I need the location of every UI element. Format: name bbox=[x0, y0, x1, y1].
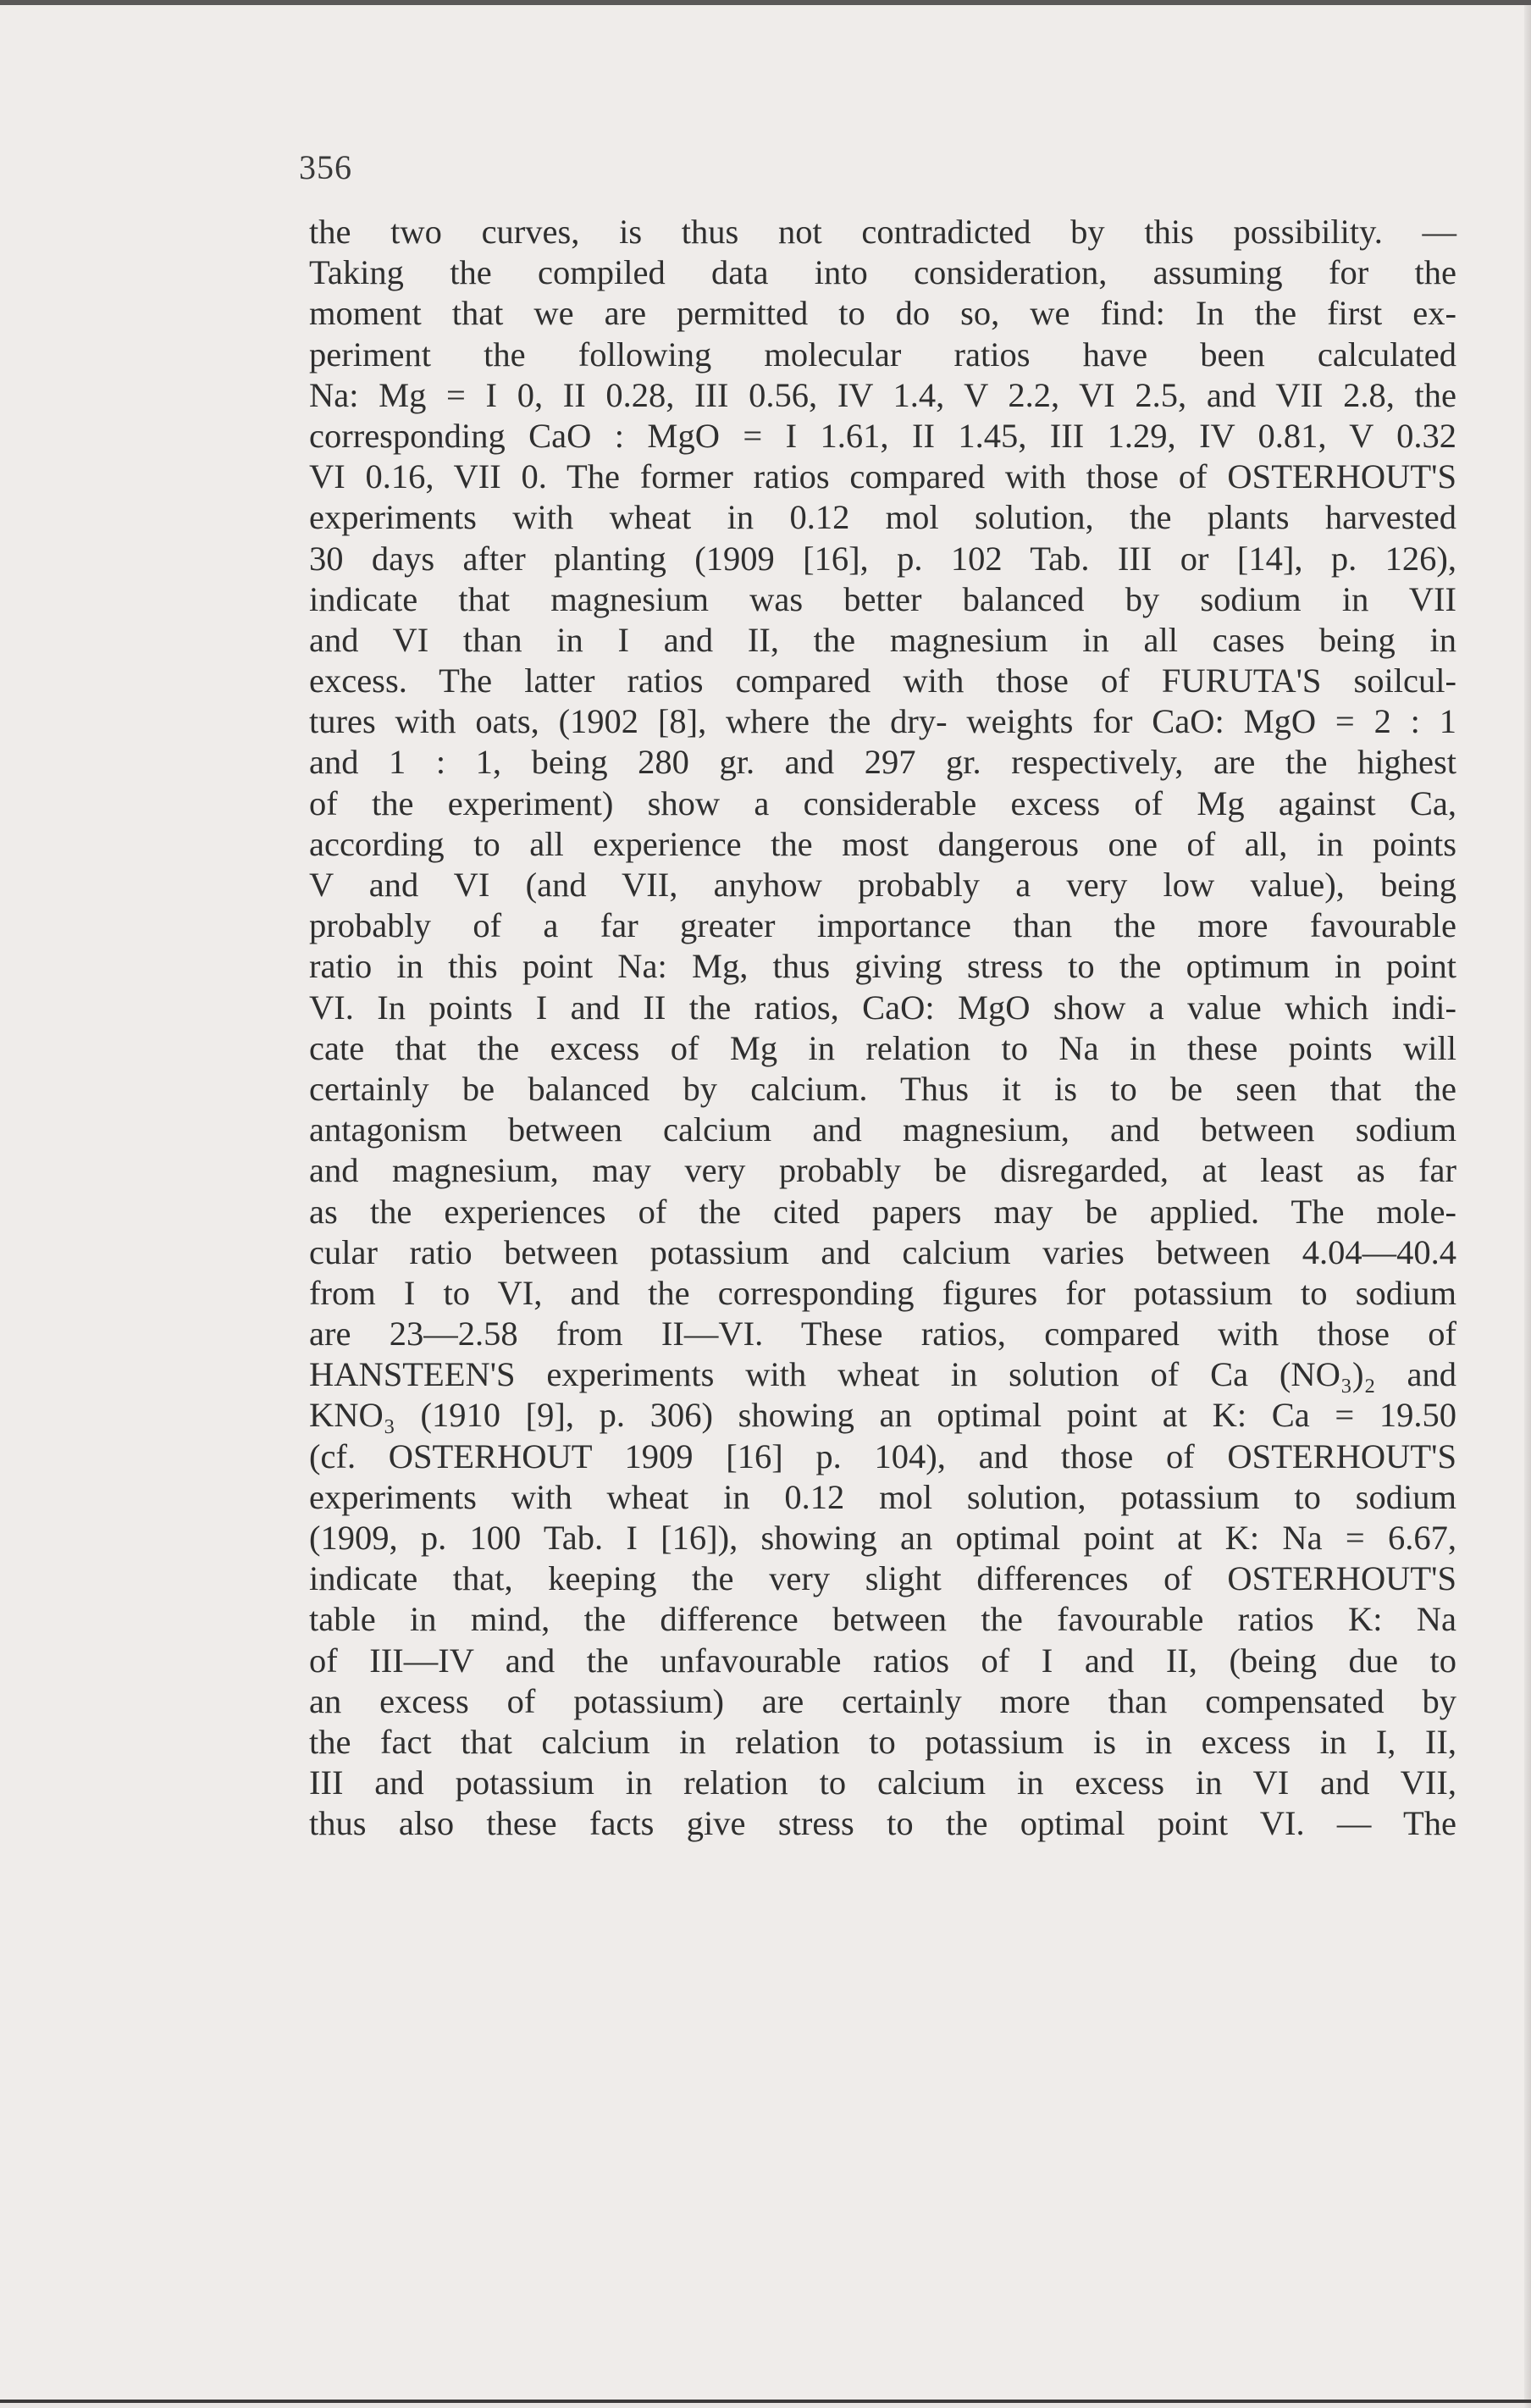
text-line: indicate that magnesium was better balanced by sodium in VII bbox=[309, 579, 1456, 618]
text-line: Taking the compiled data into consideration, assuming for the bbox=[309, 253, 1456, 292]
text-line: cular ratio between potassium and calcium varies between 4.04—40.4 bbox=[309, 1232, 1456, 1271]
text-line: certainly be balanced by calcium. Thus it is to be seen that the bbox=[309, 1069, 1456, 1108]
text-line: (1909, p. 100 Tab. I [16]), showing an optimal point at K: Na = 6.67, bbox=[309, 1519, 1456, 1557]
text-line: according to all experience the most dangerous one of all, in points bbox=[309, 824, 1456, 863]
text-line: periment the following molecular ratios have been calculated bbox=[309, 335, 1456, 374]
text-line: the two curves, is thus not contradicted by this possibility. — bbox=[309, 213, 1456, 251]
text-line: Na: Mg = I 0, II 0.28, III 0.56, IV 1.4, V 2.2, VI 2.5, and VII 2.8, the bbox=[309, 375, 1456, 414]
text-line: are 23—2.58 from II—VI. These ratios, compared with those of bbox=[309, 1315, 1456, 1353]
text-line: and VI than in I and II, the magnesium in all cases being in bbox=[309, 620, 1456, 659]
page-number: 356 bbox=[299, 148, 352, 186]
text-line: of the experiment) show a considerable excess of Mg against Ca, bbox=[309, 783, 1456, 822]
text-line: KNO₃ (1910 [9], p. 306) showing an optimal point at K: Ca = 19.50 bbox=[309, 1396, 1456, 1435]
text-line: table in mind, the difference between the favourable ratios K: Na bbox=[309, 1600, 1456, 1639]
text-line: VI. In points I and II the ratios, CaO: MgO show a value which indi- bbox=[309, 988, 1456, 1027]
text-line: and magnesium, may very probably be disregarded, at least as far bbox=[309, 1151, 1456, 1190]
text-line: probably of a far greater importance than the more favourable bbox=[309, 906, 1456, 945]
text-line: excess. The latter ratios compared with those of FURUTA'S soilcul- bbox=[309, 662, 1456, 700]
text-line: HANSTEEN'S experiments with wheat in solution of Ca (NO₃)₂ and bbox=[309, 1355, 1456, 1394]
text-line: indicate that, keeping the very slight differences of OSTERHOUT'S bbox=[309, 1559, 1456, 1598]
text-line: experiments with wheat in 0.12 mol solution, the plants harvested bbox=[309, 498, 1456, 537]
text-line: of III—IV and the unfavourable ratios of I and II, (being due to bbox=[309, 1641, 1456, 1680]
text-line: antagonism between calcium and magnesium, and between sodium bbox=[309, 1110, 1456, 1149]
text-line: from I to VI, and the corresponding figures for potassium to sodium bbox=[309, 1273, 1456, 1312]
text-line: III and potassium in relation to calcium in excess in VI and VII, bbox=[309, 1763, 1456, 1802]
text-line: corresponding CaO : MgO = I 1.61, II 1.45, III 1.29, IV 0.81, V 0.32 bbox=[309, 416, 1456, 455]
text-line: ratio in this point Na: Mg, thus giving stress to the optimum in point bbox=[309, 947, 1456, 986]
body-text bbox=[309, 212, 1456, 1845]
text-line: experiments with wheat in 0.12 mol solution, potassium to sodium bbox=[309, 1477, 1456, 1516]
page-bottom-edge bbox=[0, 2400, 1531, 2403]
text-line: tures with oats, (1902 [8], where the dry- weights for CaO: MgO = 2 : 1 bbox=[309, 702, 1456, 741]
text-line: moment that we are permitted to do so, we find: In the first ex- bbox=[309, 294, 1456, 333]
text-line: the fact that calcium in relation to potassium is in excess in I, II, bbox=[309, 1722, 1456, 1761]
text-line: an excess of potassium) are certainly more than compensated by bbox=[309, 1681, 1456, 1720]
text-line: and 1 : 1, being 280 gr. and 297 gr. respectively, are the highest bbox=[309, 743, 1456, 782]
page-edge bbox=[1524, 5, 1531, 2408]
text-line: (cf. OSTERHOUT 1909 [16] p. 104), and those of OSTERHOUT'S bbox=[309, 1436, 1456, 1475]
text-line: 30 days after planting (1909 [16], p. 102 Tab. III or [14], p. 126), bbox=[309, 539, 1456, 578]
text-line: cate that the excess of Mg in relation to Na in these points will bbox=[309, 1028, 1456, 1067]
text-line: V and VI (and VII, anyhow probably a very low value), being bbox=[309, 866, 1456, 904]
text-line: thus also these facts give stress to the optimal point VI. — The bbox=[309, 1804, 1456, 1843]
text-line: as the experiences of the cited papers may be applied. The mole- bbox=[309, 1192, 1456, 1231]
text-line: VI 0.16, VII 0. The former ratios compared with those of OSTERHOUT'S bbox=[309, 457, 1456, 496]
